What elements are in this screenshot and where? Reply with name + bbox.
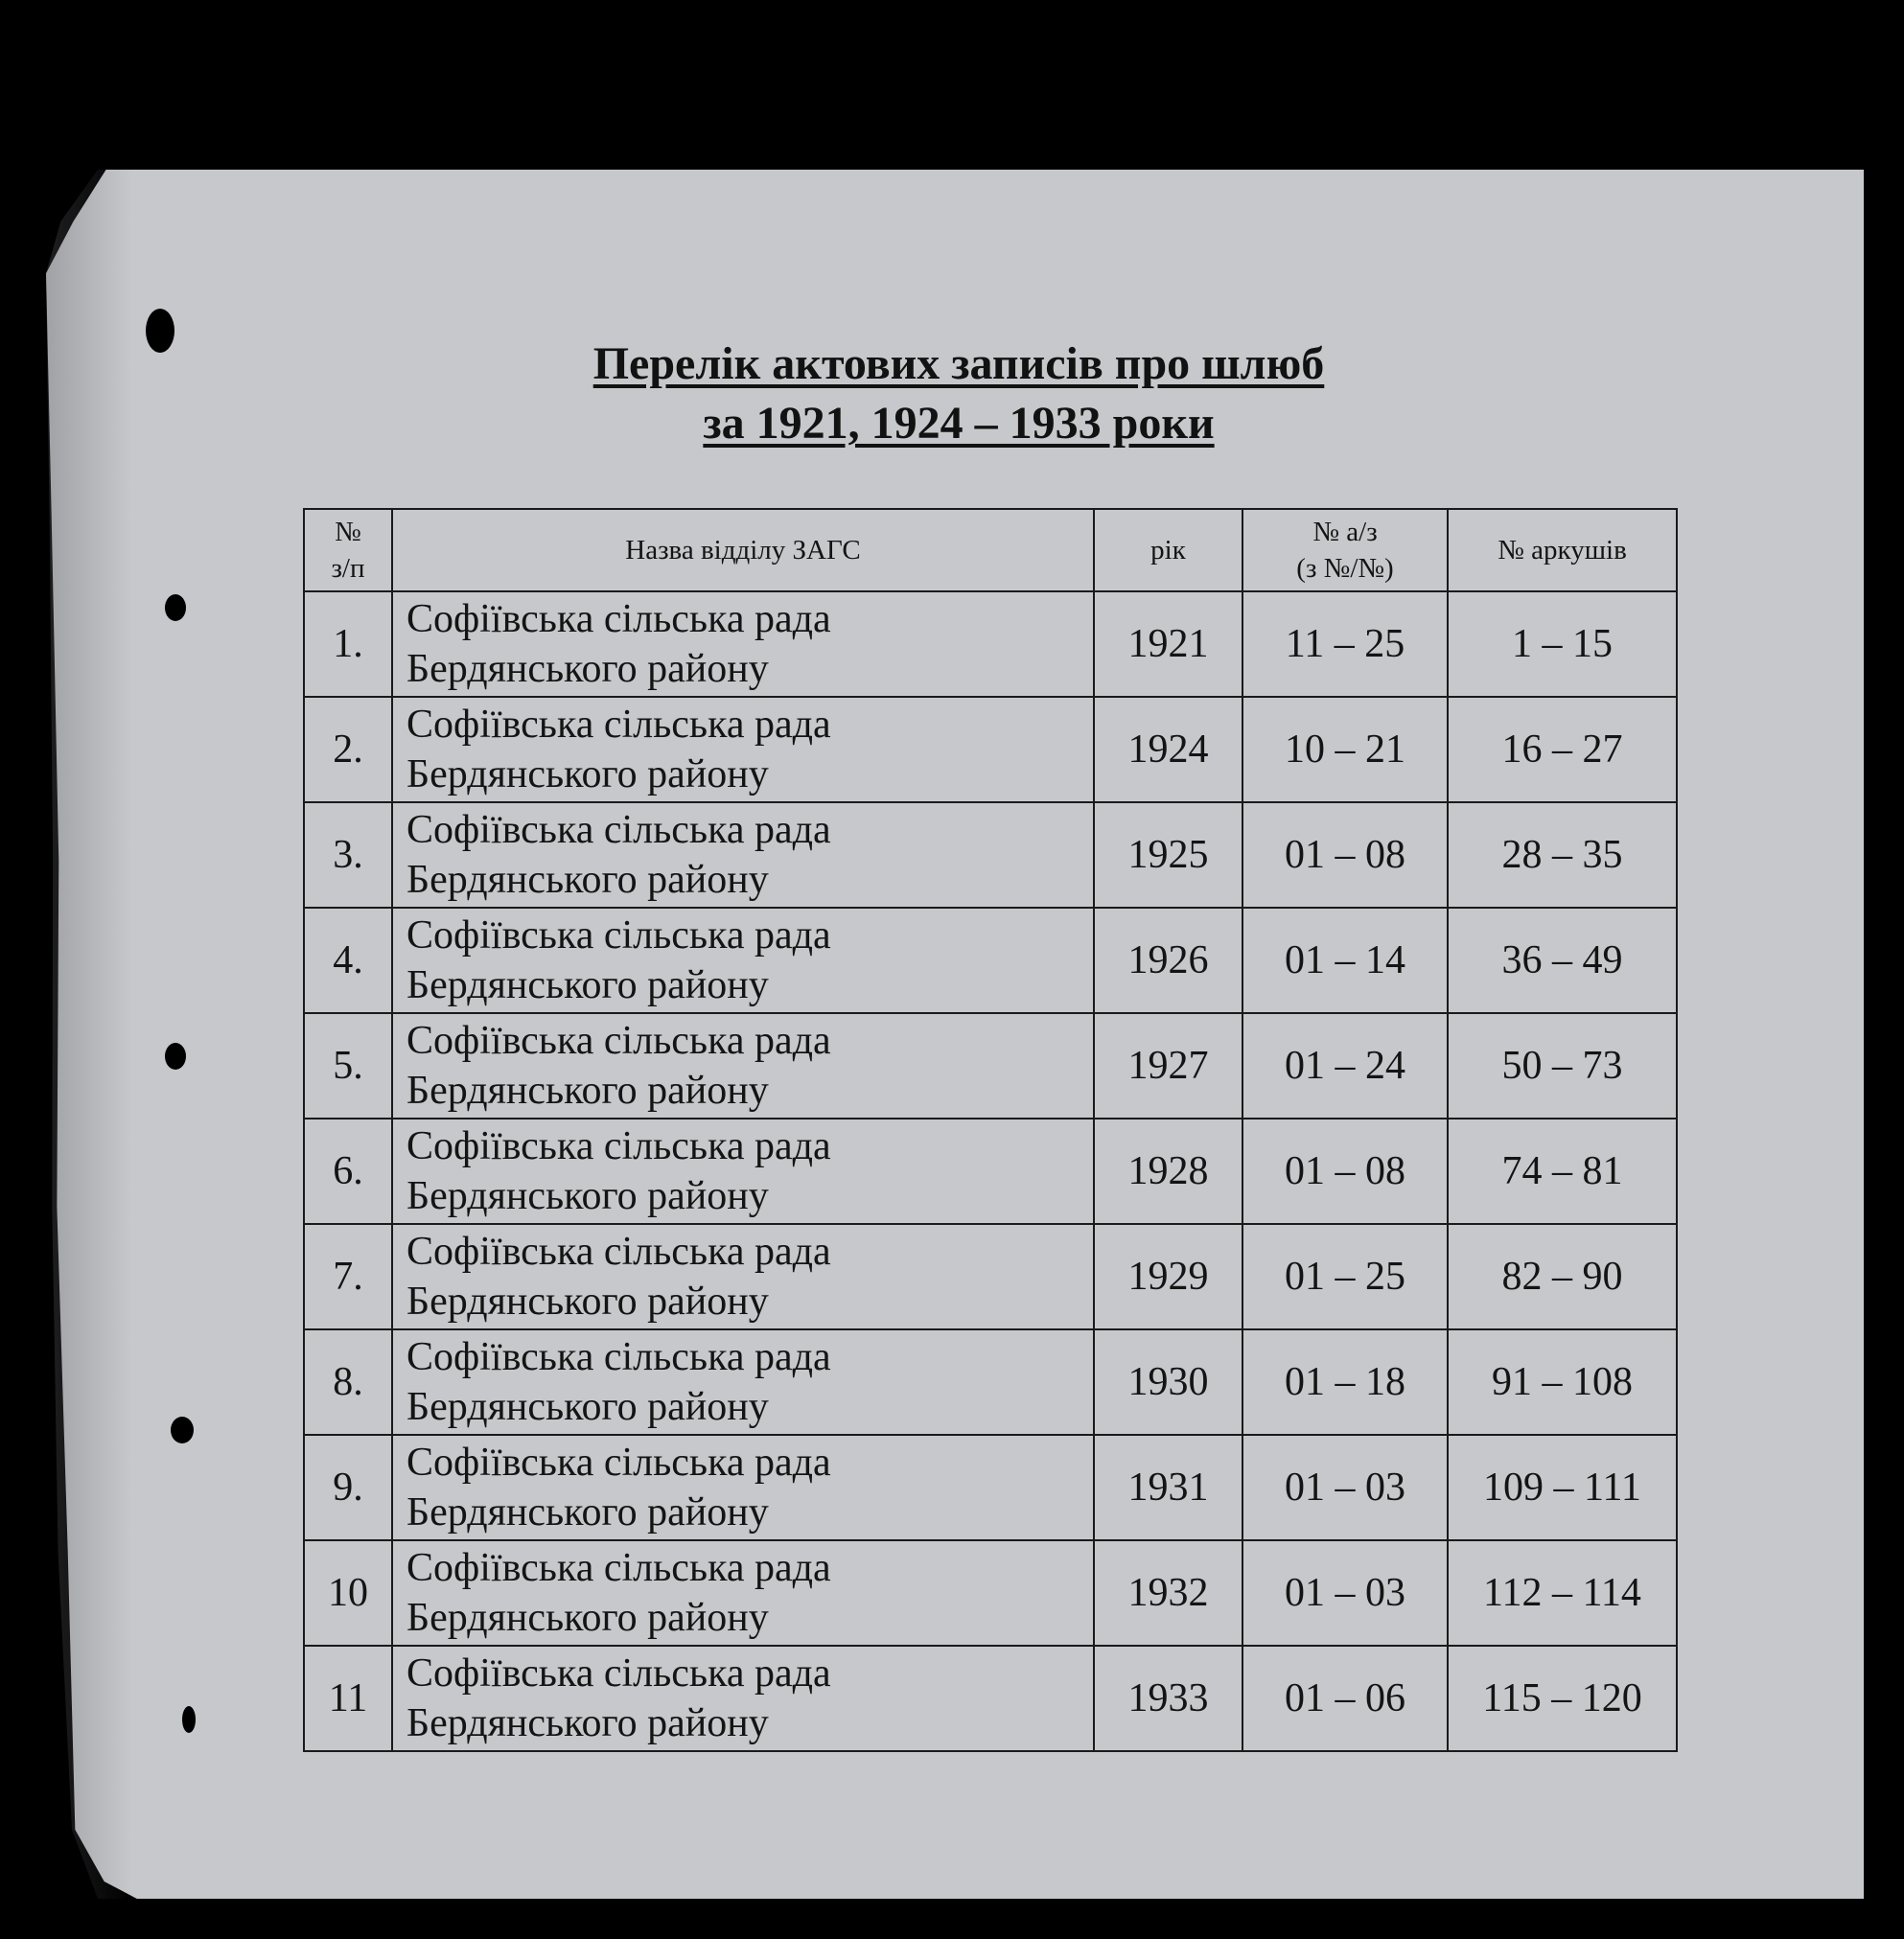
- office-name-line2: Бердянського району: [406, 1174, 769, 1218]
- office-name-line1: Софіївська сільська рада: [406, 1019, 831, 1063]
- row-number: 8.: [304, 1329, 392, 1435]
- office-name-line1: Софіївська сільська рада: [406, 1441, 831, 1485]
- year-cell: 1931: [1094, 1435, 1242, 1540]
- row-number: 5.: [304, 1013, 392, 1119]
- office-name: [392, 591, 1094, 697]
- year-cell: 1926: [1094, 908, 1242, 1013]
- row-number: 7.: [304, 1224, 392, 1329]
- office-name-line1: Софіївська сільська рада: [406, 1546, 831, 1590]
- office-name-line2: Бердянського району: [406, 1490, 769, 1535]
- punch-hole-2: [165, 594, 186, 621]
- office-name: [392, 1119, 1094, 1224]
- punch-hole-4: [171, 1417, 194, 1443]
- office-name: [392, 1435, 1094, 1540]
- office-name-line2: Бердянського району: [406, 752, 769, 796]
- header-number-line2: з/п: [331, 553, 365, 584]
- office-name-line1: Софіївська сільська рада: [406, 1230, 831, 1274]
- title-text-2: за 1921, 1924 – 1933 роки: [703, 398, 1215, 449]
- office-name-line2: Бердянського району: [406, 1596, 769, 1640]
- office-name-line2: Бердянського району: [406, 1069, 769, 1113]
- table-row: [304, 1540, 1677, 1646]
- year-cell: 1925: [1094, 802, 1242, 908]
- header-act-numbers: [1242, 509, 1448, 591]
- torn-edge-shadow: [46, 170, 132, 1899]
- header-act-line2: (з №/№): [1296, 553, 1394, 584]
- table-row: [304, 1224, 1677, 1329]
- sheets-cell: 50 – 73: [1448, 1013, 1677, 1119]
- table-row: [304, 1119, 1677, 1224]
- row-number: 6.: [304, 1119, 392, 1224]
- table-row: [304, 591, 1677, 697]
- office-name-line1: Софіївська сільська рада: [406, 808, 831, 852]
- row-number: 10: [304, 1540, 392, 1646]
- table-row: [304, 802, 1677, 908]
- acts-cell: 01 – 14: [1242, 908, 1448, 1013]
- row-number: 3.: [304, 802, 392, 908]
- row-number: 9.: [304, 1435, 392, 1540]
- office-name-line1: Софіївська сільська рада: [406, 1124, 831, 1168]
- table-row: [304, 1646, 1677, 1751]
- sheets-cell: 16 – 27: [1448, 697, 1677, 802]
- year-cell: 1933: [1094, 1646, 1242, 1751]
- office-name-line1: Софіївська сільська рада: [406, 1651, 831, 1696]
- row-number: 4.: [304, 908, 392, 1013]
- year-cell: 1929: [1094, 1224, 1242, 1329]
- year-cell: 1927: [1094, 1013, 1242, 1119]
- table-row: [304, 1329, 1677, 1435]
- sheets-cell: 74 – 81: [1448, 1119, 1677, 1224]
- header-number-line1: №: [335, 517, 361, 547]
- table-row: [304, 908, 1677, 1013]
- sheets-cell: 112 – 114: [1448, 1540, 1677, 1646]
- sheets-cell: 28 – 35: [1448, 802, 1677, 908]
- acts-cell: 01 – 24: [1242, 1013, 1448, 1119]
- document-title-line1: [316, 335, 1601, 393]
- year-cell: 1921: [1094, 591, 1242, 697]
- office-name-line1: Софіївська сільська рада: [406, 703, 831, 747]
- year-cell: 1930: [1094, 1329, 1242, 1435]
- sheets-cell: 36 – 49: [1448, 908, 1677, 1013]
- office-name: [392, 1013, 1094, 1119]
- office-name-line2: Бердянського району: [406, 1280, 769, 1324]
- acts-cell: 01 – 25: [1242, 1224, 1448, 1329]
- acts-cell: 01 – 18: [1242, 1329, 1448, 1435]
- sheets-cell: 82 – 90: [1448, 1224, 1677, 1329]
- office-name-line2: Бердянського району: [406, 858, 769, 902]
- sheets-cell: 91 – 108: [1448, 1329, 1677, 1435]
- sheets-cell: 115 – 120: [1448, 1646, 1677, 1751]
- table-row: [304, 697, 1677, 802]
- row-number: 1.: [304, 591, 392, 697]
- acts-cell: 01 – 08: [1242, 1119, 1448, 1224]
- acts-cell: 01 – 03: [1242, 1540, 1448, 1646]
- acts-cell: 01 – 06: [1242, 1646, 1448, 1751]
- row-number: 11: [304, 1646, 392, 1751]
- acts-cell: 01 – 08: [1242, 802, 1448, 908]
- header-sheets: № аркушів: [1448, 509, 1677, 591]
- year-cell: 1928: [1094, 1119, 1242, 1224]
- office-name-line2: Бердянського району: [406, 1385, 769, 1429]
- punch-hole-5: [182, 1706, 196, 1733]
- office-name: [392, 1224, 1094, 1329]
- punch-hole-3: [165, 1043, 186, 1070]
- header-office-name: Назва відділу ЗАГС: [392, 509, 1094, 591]
- office-name: [392, 1646, 1094, 1751]
- document-title-line2: [316, 395, 1601, 452]
- office-name: [392, 1329, 1094, 1435]
- sheets-cell: 1 – 15: [1448, 591, 1677, 697]
- table-header-row: [304, 509, 1677, 591]
- row-number: 2.: [304, 697, 392, 802]
- title-text-1: Перелік актових записів про шлюб: [592, 338, 1325, 389]
- punch-hole-1: [146, 309, 174, 353]
- office-name: [392, 802, 1094, 908]
- office-name: [392, 908, 1094, 1013]
- office-name-line2: Бердянського району: [406, 963, 769, 1007]
- office-name-line1: Софіївська сільська рада: [406, 913, 831, 958]
- table-row: [304, 1013, 1677, 1119]
- acts-cell: 10 – 21: [1242, 697, 1448, 802]
- header-year: рік: [1094, 509, 1242, 591]
- office-name-line2: Бердянського району: [406, 647, 769, 691]
- office-name-line1: Софіївська сільська рада: [406, 1335, 831, 1379]
- header-number: [304, 509, 392, 591]
- year-cell: 1932: [1094, 1540, 1242, 1646]
- acts-cell: 11 – 25: [1242, 591, 1448, 697]
- acts-cell: 01 – 03: [1242, 1435, 1448, 1540]
- header-act-line1: № а/з: [1312, 517, 1378, 547]
- office-name: [392, 697, 1094, 802]
- year-cell: 1924: [1094, 697, 1242, 802]
- office-name: [392, 1540, 1094, 1646]
- table-row: [304, 1435, 1677, 1540]
- office-name-line2: Бердянського району: [406, 1701, 769, 1745]
- records-table: [303, 508, 1678, 1752]
- sheets-cell: 109 – 111: [1448, 1435, 1677, 1540]
- office-name-line1: Софіївська сільська рада: [406, 597, 831, 641]
